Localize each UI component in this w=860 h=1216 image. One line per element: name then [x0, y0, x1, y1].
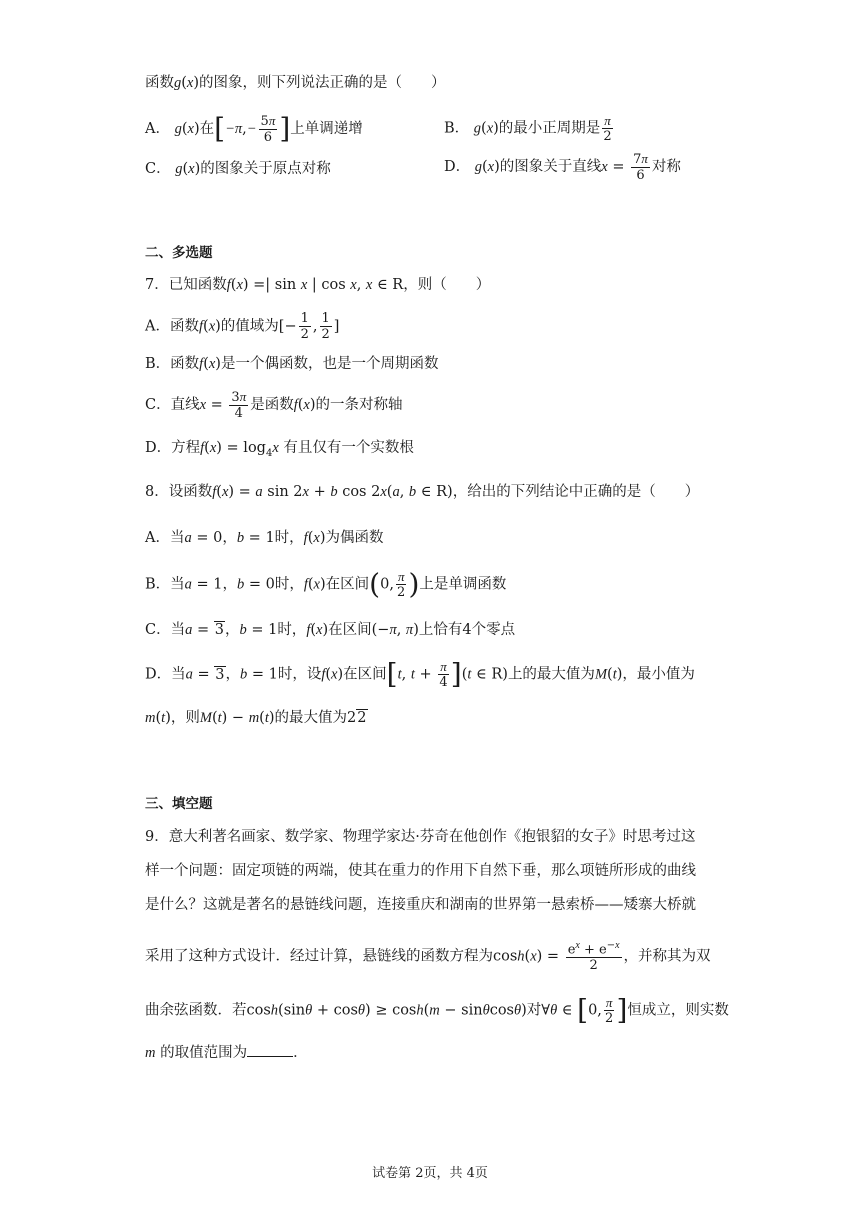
q8-option-b: B．当a = 1，b = 0时，f(x)在区间(0, $\frac{\pi}{2}$ )上是单调函数 [145, 567, 507, 601]
page-footer: 试卷第 2页，共 4页 [372, 1166, 488, 1181]
q7-option-b: B．函数f(x)是一个偶函数，也是一个周期函数 [145, 356, 439, 372]
q6-option-a: A． g(x)在[−π,− $\frac{5\pi}{6}$ ]上单调递增 [145, 112, 363, 145]
q8-option-d: D．当a = 3，b = 1时，设f(x)在区间[t, t + $\frac{\pi}{4}$ ](t ∈ R)上的最大值为M(t)，最小值为 [145, 657, 695, 691]
answer-blank[interactable] [247, 1042, 293, 1057]
q8-stem: 8．设函数f(x) = a sin 2x + b cos 2x(a, b ∈ R)，给出的下列结论中正确的是（ ） [145, 484, 700, 500]
q6-stem-tail: 函数g(x)的图象，则下列说法正确的是（ ） [145, 75, 446, 91]
q9-line-3: 是什么？这就是著名的悬链线问题，连接重庆和湖南的世界第一悬索桥——矮寨大桥就 [145, 897, 696, 913]
q9-line-5: 曲余弦函数．若cosh(sinθ + cosθ) ≥ cosh(m − sinθcosθ)对∀θ ∈ [0, $\frac{\pi}{2}$ ]恒成立，则实数 [145, 993, 729, 1027]
q9-line-6: m 的取值范围为 ． [145, 1042, 308, 1064]
q6-option-d: D． g(x)的图象关于直线x = $\frac{7\pi}{6}$ 对称 [444, 151, 681, 183]
q7-option-a: A．函数f(x)的值域为[− $\frac{1}{2}$ , $\frac{1}{2}$ ] [145, 311, 340, 342]
q7-option-d: D．方程$f(x) = \log_4x$ 有且仅有一个实数根 [145, 440, 414, 459]
q8-option-a: A．当a = 0，b = 1时，f(x)为偶函数 [145, 530, 384, 546]
q6-option-c: C． g(x)的图象关于原点对称 [145, 161, 331, 177]
section-title-multiple-choice: 二、多选题 [145, 245, 213, 261]
q6-option-b: B． g(x)的最小正周期是 $\frac{\pi}{2}$ [444, 113, 612, 144]
q7-option-c: C．直线x = $\frac{3\pi}{4}$ 是函数f(x)的一条对称轴 [145, 389, 403, 421]
q9-line-2: 样一个问题：固定项链的两端，使其在重力的作用下自然下垂，那么项链所形成的曲线 [145, 863, 696, 879]
q8-option-c: C．当a = 3，b = 1时，f(x)在区间(−π, π)上恰有4个零点 [145, 622, 516, 638]
section-title-fill-blank: 三、填空题 [145, 796, 213, 812]
q8-option-d-cont: m(t)，则M(t) − m(t)的最大值为22 [145, 710, 367, 726]
q9-line-1: 9．意大利著名画家、数学家、物理学家达·芬奇在他创作《抱银貂的女子》时思考过这 [145, 829, 696, 845]
q7-stem: 7．已知函数f(x) =| sin x | cos x, x ∈ R，则（ ） [145, 277, 491, 293]
q9-line-4: 采用了这种方式设计．经过计算，悬链线的函数方程为cosh(x) = $\frac{e^x + e^{-x}}{2}$ ，并称其为双 [145, 940, 711, 974]
